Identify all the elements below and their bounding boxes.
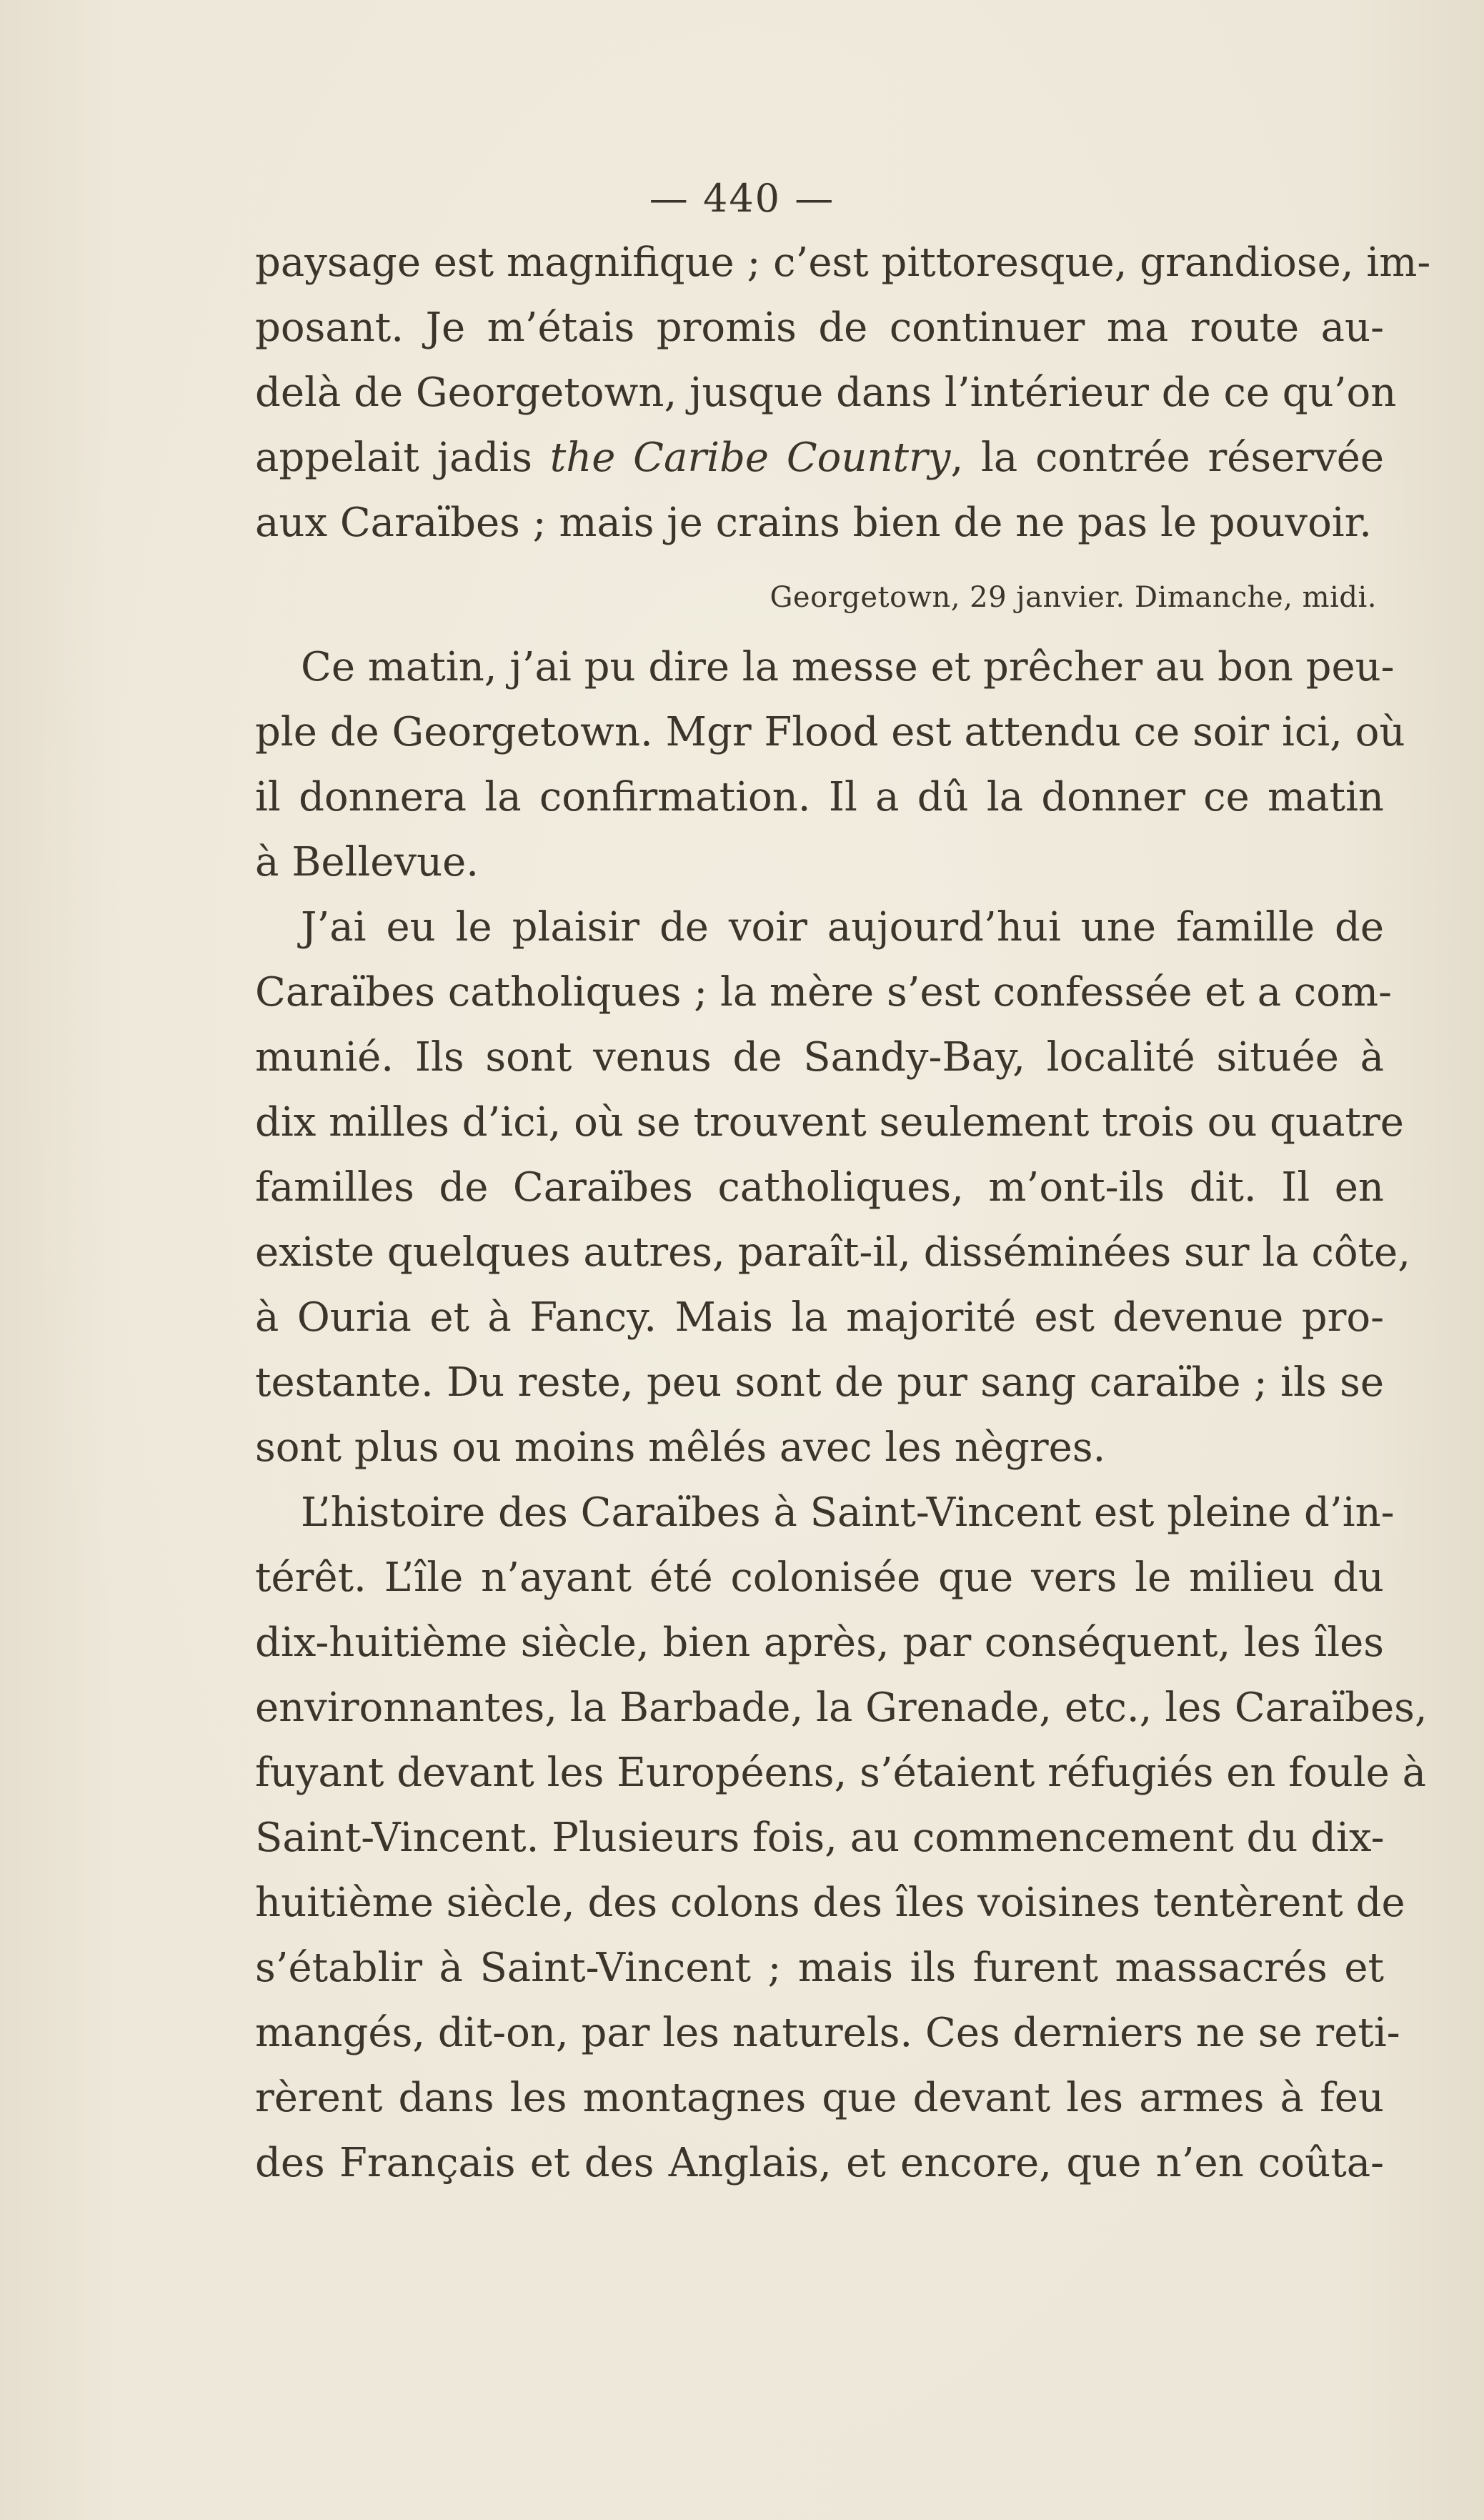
text-line: sont plus ou moins mêlés avec les nègres. (255, 1424, 1106, 1471)
text-line: Caraïbes catholiques ; la mère s’est confessée et a com- (255, 969, 1393, 1016)
text-line: ple de Georgetown. Mgr Flood est attendu ce soir ici, où (255, 709, 1405, 755)
text-line: Saint-Vincent. Plusieurs fois, au commencement du dix- (255, 1815, 1385, 1861)
text-line: Ce matin, j’ai pu dire la messe et prêcher au bon peu- (301, 644, 1395, 690)
text-line: des Français et des Anglais, et encore, que n’en coûta- (255, 2140, 1384, 2186)
text-line: dix milles d’ici, où se trouvent seulement trois ou quatre (255, 1099, 1404, 1146)
dateline: Georgetown, 29 janvier. Dimanche, midi. (770, 581, 1377, 614)
text-line: à Ouria et à Fancy. Mais la majorité est devenue pro- (255, 1294, 1384, 1341)
paragraph-1 (255, 230, 1431, 555)
text-line: L’histoire des Caraïbes à Saint-Vincent est pleine d’in- (301, 1489, 1395, 1536)
text-line: environnantes, la Barbade, la Grenade, etc., les Caraïbes, (255, 1685, 1428, 1731)
text-line: fuyant devant les Européens, s’étaient réfugiés en foule à (255, 1750, 1427, 1796)
text-line: mangés, dit-on, par les naturels. Ces derniers ne se reti- (255, 2010, 1400, 2056)
text-line: huitième siècle, des colons des îles voisines tentèrent de (255, 1880, 1405, 1926)
text-line: munié. Ils sont venus de Sandy-Bay, localité située à (255, 1034, 1384, 1081)
page-number: — 440 — (649, 176, 835, 221)
text-line: s’établir à Saint-Vincent ; mais ils furent massacrés et (255, 1945, 1384, 1991)
text-line: dix-huitième siècle, bien après, par conséquent, les îles (255, 1619, 1384, 1666)
text-fragment: , la contrée réservée (950, 435, 1385, 481)
paragraph-4 (255, 1480, 1428, 2196)
italic-title: the Caribe Country (549, 435, 951, 481)
paragraph-3 (255, 895, 1410, 1480)
text-fragment: appelait jadis (255, 435, 550, 481)
text-line: aux Caraïbes ; mais je crains bien de ne pas le pouvoir. (255, 500, 1373, 546)
text-line: paysage est magnifique ; c’est pittoresque, grandiose, im- (255, 239, 1431, 286)
text-line (255, 425, 1384, 490)
text-line: testante. Du reste, peu sont de pur sang caraïbe ; ils se (255, 1359, 1384, 1406)
text-line: delà de Georgetown, jusque dans l’intérieur de ce qu’on (255, 369, 1397, 416)
paragraph-2 (255, 635, 1405, 895)
text-line: J’ai eu le plaisir de voir aujourd’hui une famille de (301, 904, 1384, 951)
body-text (255, 230, 1431, 2196)
text-line: térêt. L’île n’ayant été colonisée que vers le milieu du (255, 1554, 1384, 1601)
text-line: à Bellevue. (255, 839, 479, 886)
text-line: il donnera la confirmation. Il a dû la donner ce matin (255, 774, 1384, 820)
text-line: existe quelques autres, paraît-il, disséminées sur la côte, (255, 1229, 1410, 1276)
text-line: rèrent dans les montagnes que devant les armes à feu (255, 2075, 1384, 2121)
text-line: posant. Je m’étais promis de continuer ma route au- (255, 304, 1384, 351)
text-line: familles de Caraïbes catholiques, m’ont-ils dit. Il en (255, 1164, 1384, 1211)
